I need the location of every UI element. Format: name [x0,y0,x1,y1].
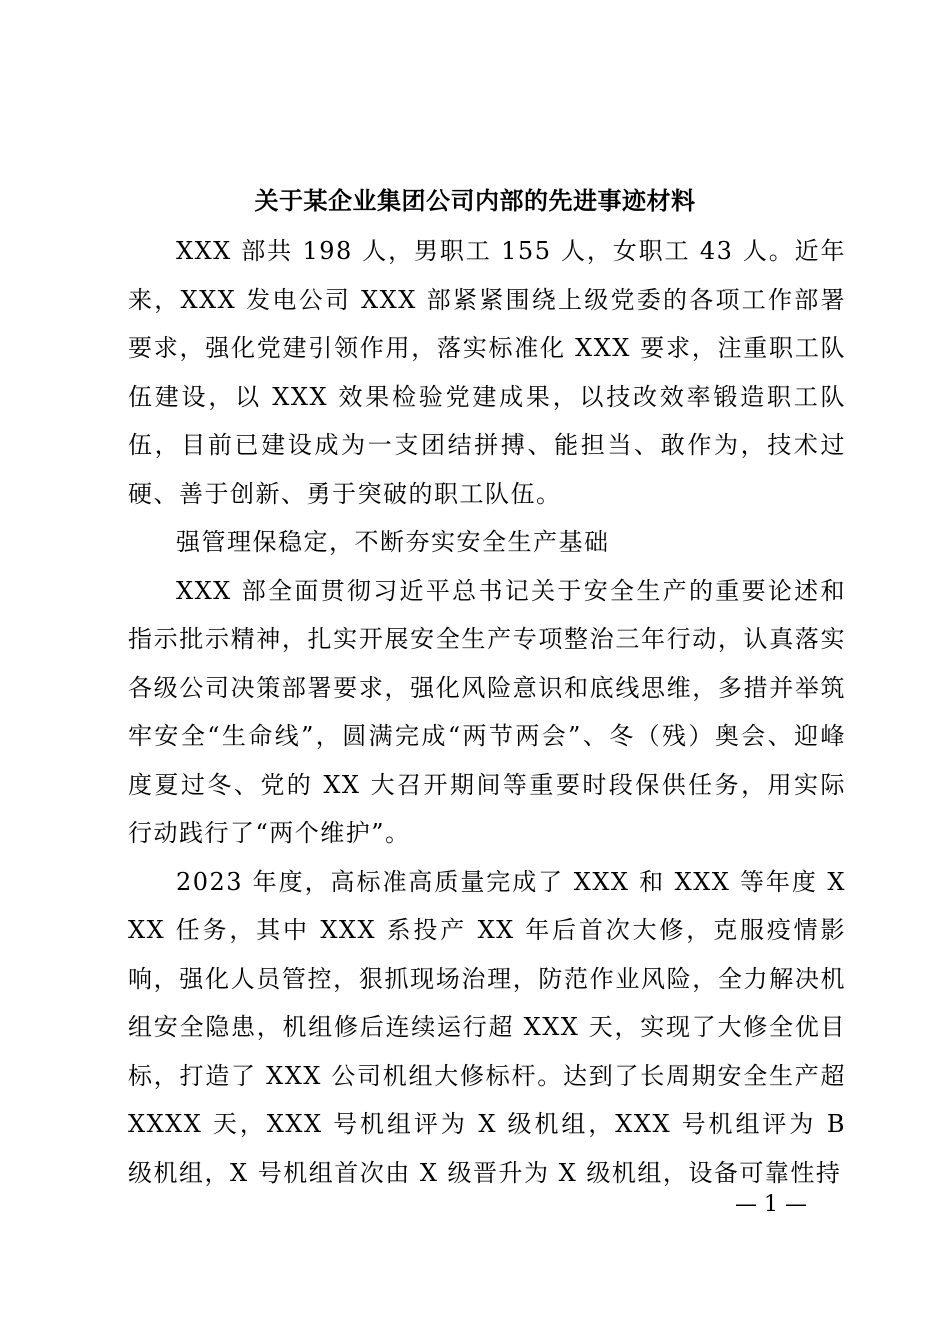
document-title: 关于某企业集团公司内部的先进事迹材料 [254,186,696,215]
document-body [128,227,846,1197]
page-number: — 1 — [735,1192,807,1217]
section-heading: 强管理保稳定，不断夯实安全生产基础 [176,528,610,556]
paragraph-2023: 2023 年度，高标准高质量完成了 XXX 和 XXX 等年度 XXX 任务，其中 XXX 系投产 XX 年后首次大修，克服疫情影响，强化人员管控，狠抓现场治理，防范作业风险，全力解决机组安全隐患，机组修后连续运行超 XXX 天，实现了大修全优目标，打造了 XXX 公司机组大修标杆。达到了长周期安全生产超 XXXX 天，XXX 号机组评为 X 级机组，XXX 号机组评为 B 级机组，X 号机组首次由 X 级晋升为 X 级机组，设备可靠性持 [128,867,846,1187]
paragraph-intro: XXX 部共 198 人，男职工 155 人，女职工 43 人。近年来，XXX 发电公司 XXX 部紧紧围绕上级党委的各项工作部署要求，强化党建引领作用，落实标准化 XXX 要求，注重职工队伍建设，以 XXX 效果检验党建成果，以技改效率锻造职工队伍，目前已建设成为一支团结拼搏、能担当、敢作为，技术过硬、善于创新、勇于突破的职工队伍。 [128,237,846,508]
paragraph-safety: XXX 部全面贯彻习近平总书记关于安全生产的重要论述和指示批示精神，扎实开展安全生产专项整治三年行动，认真落实各级公司决策部署要求，强化风险意识和底线思维，多措并举筑牢安全“生命线”，圆满完成“两节两会”、冬（残）奥会、迎峰度夏过冬、党的 XX 大召开期间等重要时段保供任务，用实际行动践行了“两个维护”。 [128,576,846,847]
